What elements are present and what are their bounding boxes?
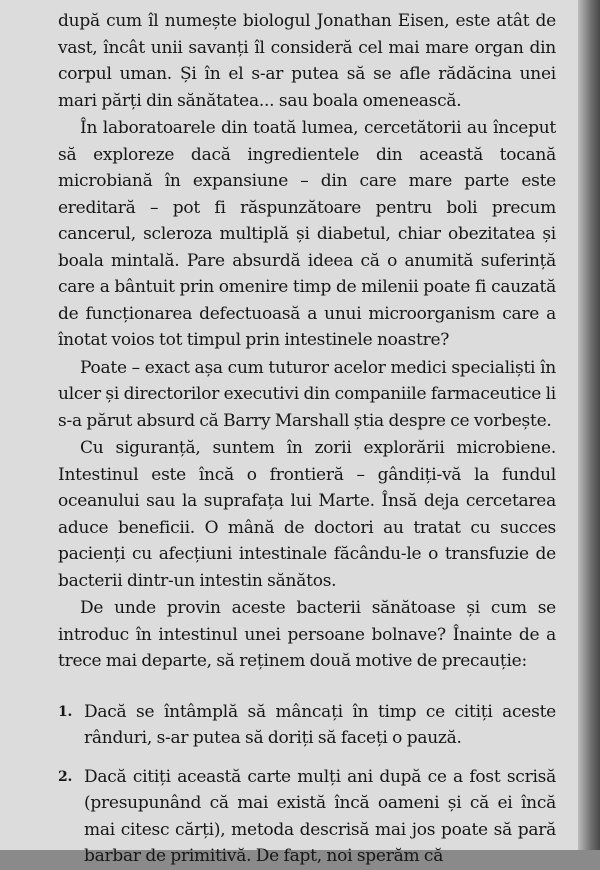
list-item bbox=[58, 699, 556, 752]
paragraph-precautions-intro: De unde provin aceste bacterii sănătoase și cum se introduc în intestinul unei persoane bolnave? Înainte de a trece mai departe, să reținem două motive de precauție: bbox=[58, 598, 556, 671]
numbered-list bbox=[58, 699, 556, 870]
paragraph-microbial-exploration: Cu siguranță, suntem în zorii explorării microbiene. Intestinul este încă o frontieră – gândiți-vă la fundul oceanului sau la suprafața lui Marte. Însă deja cercetarea aduce beneficii. O mână de doctori au tratat cu succes pacienți cu afecțiuni intestinale făcându-le o transfuzie de bacterii dintr-un intestin sănătos. bbox=[58, 438, 556, 591]
list-item-text: Dacă se întâmplă să mâncați în timp ce citiți aceste rânduri, s-ar putea să doriți să faceți o pauză. bbox=[84, 701, 556, 748]
paragraph-laboratories: În laboratoarele din toată lumea, cercetătorii au început să exploreze dacă ingredientele din această tocană microbiană în expansiune – din care mare parte este ereditară – pot fi răspunzătoare pentru boli precum cancerul, scleroza multiplă și diabetul, chiar obezitatea și boala mintală. Pare absurdă ideea că o anumită suferință care a bântuit prin omenire timp de milenii poate fi cauzată de funcționarea defectuoasă a unui microorganism care a înotat voios tot timpul prin intestinele noastre? bbox=[58, 118, 556, 350]
paragraph-barry-marshall: Poate – exact așa cum tuturor acelor medici specialiști în ulcer și directorilor executivi din companiile farmaceutice li s-a părut absurd că Barry Marshall știa despre ce vorbește. bbox=[58, 357, 556, 431]
list-item bbox=[58, 764, 556, 870]
list-item-number: 2. bbox=[58, 768, 73, 785]
paragraph-continued: după cum îl numește biologul Jonathan Eisen, este atât de vast, încât unii savanți îl consideră cel mai mare organ din corpul uman. Și în el s-ar putea să se afle rădăcina unei mari părți din sănătatea... sau boala omenească. bbox=[58, 11, 556, 111]
list-item-text: Dacă citiți această carte mulți ani după ce a fost scrisă (presupunând că mai există încă oameni și că ei încă mai citesc cărți), metoda descrisă mai jos poate să pară barbar de primitivă. De fapt, noi sperăm că bbox=[84, 766, 556, 866]
page-edge-shadow bbox=[578, 0, 600, 850]
list-item-number: 1. bbox=[58, 703, 73, 720]
